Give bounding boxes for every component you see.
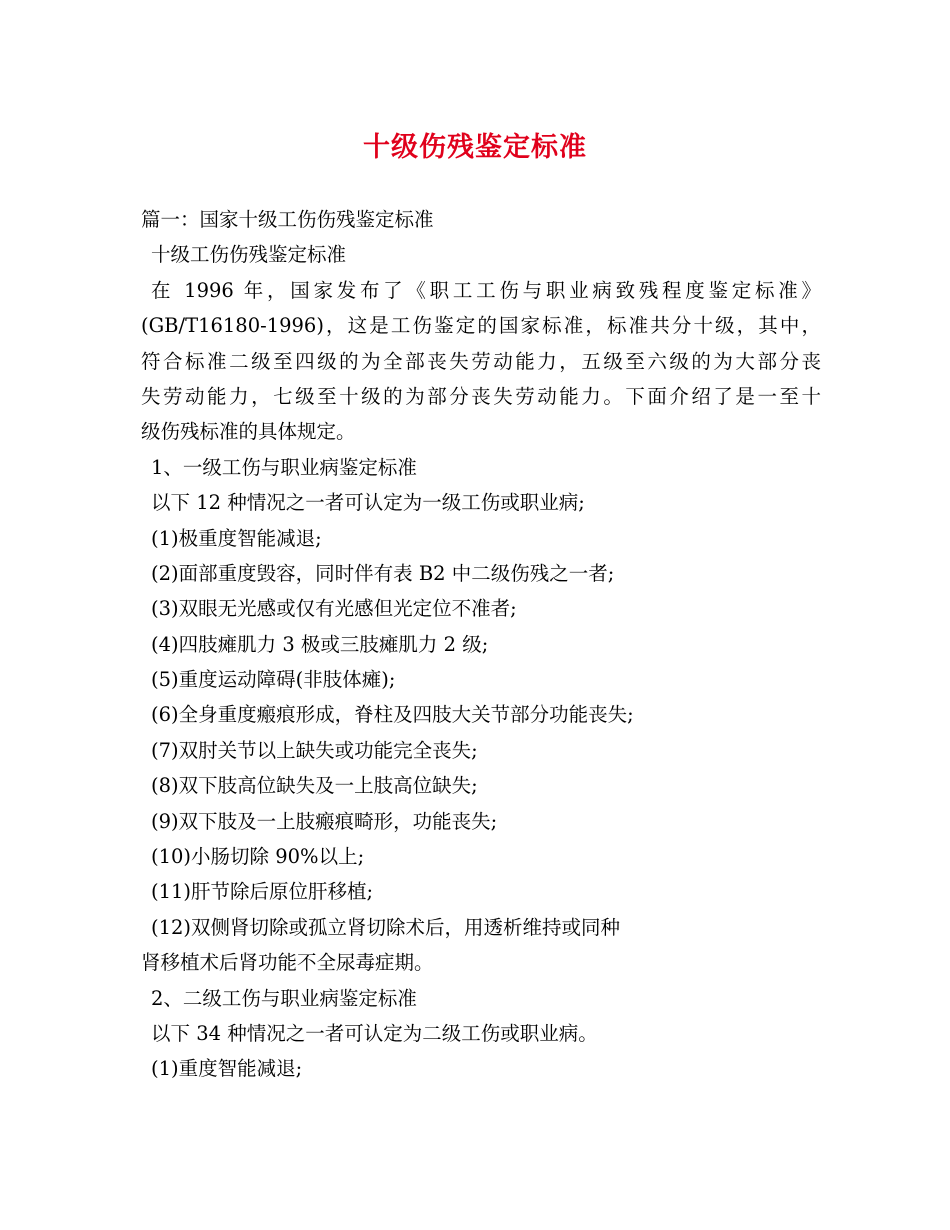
text-line: (4)四肢瘫肌力 3 极或三肢瘫肌力 2 级; [151, 632, 489, 656]
text-line: (3)双眼无光感或仅有光感但光定位不准者; [151, 597, 517, 621]
text-line: 失劳动能力，七级至十级的为部分丧失劳动能力。下面介绍了是一至十 [141, 384, 821, 408]
text-line: 符合标准二级至四级的为全部丧失劳动能力，五级至六级的为大部分丧 [141, 349, 821, 373]
text-line: 1、一级工伤与职业病鉴定标准 [151, 455, 417, 479]
text-line: (1)极重度智能减退; [151, 526, 322, 550]
document-body [141, 202, 821, 1087]
text-line: (5)重度运动障碍(非肢体瘫); [151, 668, 396, 692]
text-line: 级伤残标准的具体规定。 [141, 420, 356, 444]
text-line: (1)重度智能减退; [151, 1057, 303, 1081]
text-line: (9)双下肢及一上肢瘢痕畸形，功能丧失; [151, 809, 498, 833]
text-line: (6)全身重度瘢痕形成，脊柱及四肢大关节部分功能丧失; [151, 703, 634, 727]
text-line: (7)双肘关节以上缺失或功能完全丧失; [151, 738, 478, 762]
text-line: (2)面部重度毁容，同时伴有表 B2 中二级伤残之一者; [151, 561, 615, 585]
text-line: 以下 12 种情况之一者可认定为一级工伤或职业病; [151, 491, 585, 515]
text-line: (12)双侧肾切除或孤立肾切除术后，用透析维持或同种 [151, 915, 621, 939]
text-line: 2、二级工伤与职业病鉴定标准 [151, 986, 417, 1010]
document-title: 十级伤残鉴定标准 [363, 132, 587, 163]
text-line: 十级工伤伤残鉴定标准 [151, 243, 347, 267]
text-line: (11)肝节除后原位肝移植; [151, 880, 374, 904]
text-line: 篇一：国家十级工伤伤残鉴定标准 [141, 208, 434, 231]
text-line: 以下 34 种情况之一者可认定为二级工伤或职业病。 [151, 1021, 598, 1045]
text-line: 在 1996 年，国家发布了《职工工伤与职业病致残程度鉴定标准》 [151, 278, 821, 302]
text-line: (8)双下肢高位缺失及一上肢高位缺失; [151, 774, 478, 798]
text-line: (GB/T16180-1996)，这是工伤鉴定的国家标准，标准共分十级，其中， [141, 314, 821, 338]
text-line: 肾移植术后肾功能不全尿毒症期。 [141, 951, 434, 975]
text-line: (10)小肠切除 90%以上; [151, 845, 365, 869]
